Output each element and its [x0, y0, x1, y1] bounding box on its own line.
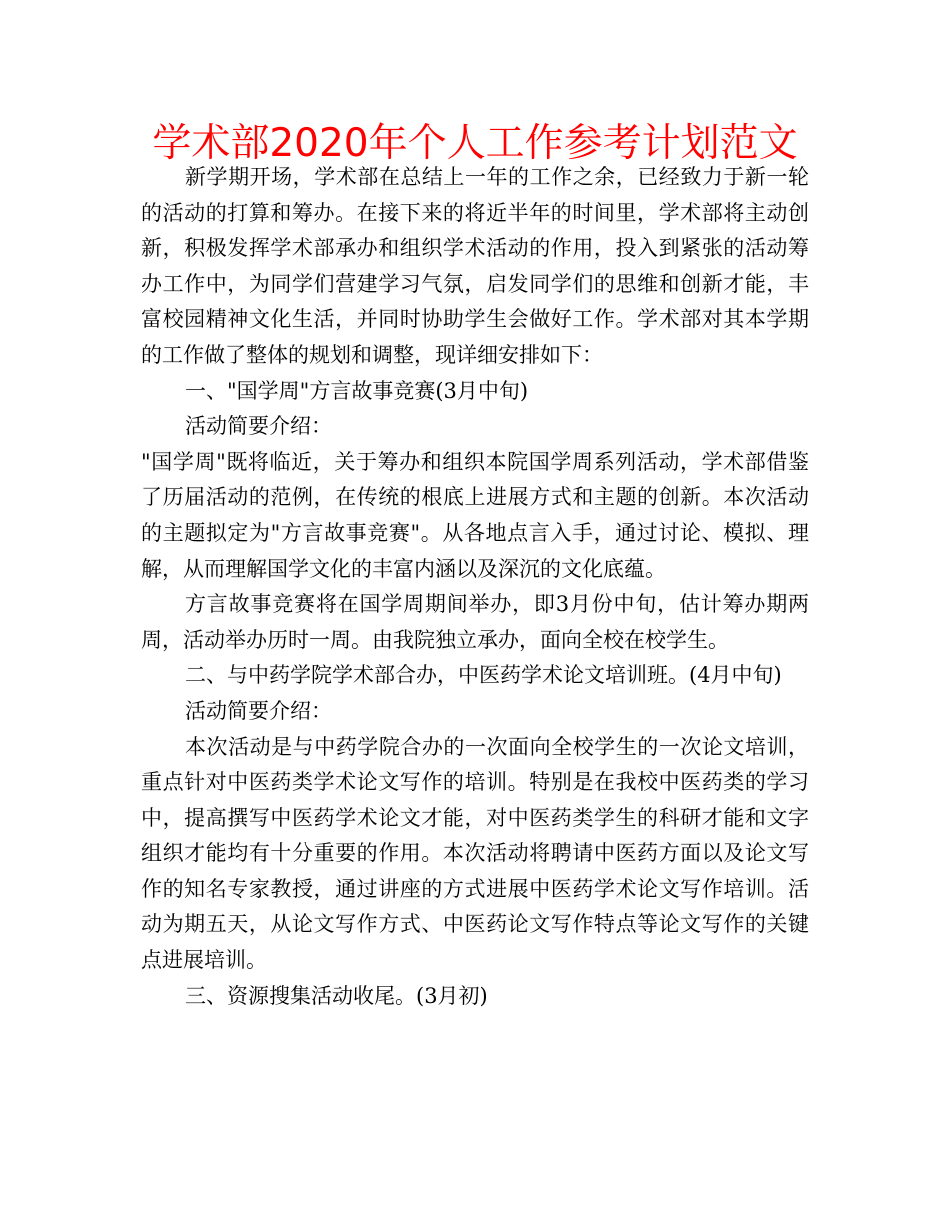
paragraph-intro: 新学期开场，学术部在总结上一年的工作之余，已经致力于新一轮的活动的打算和筹办。在接下来的将近半年的时间里，学术部将主动创新，积极发挥学术部承办和组织学术活动的作用，投入到紧张的活动筹办工作中，为同学们营建学习气氛，启发同学们的思维和创新才能，丰富校园精神文化生活，并同时协助学生会做好工作。学术部对其本学期的工作做了整体的规划和调整，现详细安排如下： [141, 165, 809, 367]
subheading-intro-1: 活动简要介绍： [185, 414, 332, 439]
section-heading-3: 三、资源搜集活动收尾。(3月初) [185, 983, 488, 1008]
paragraph-section-1-description: "国学周"既将临近，关于筹办和组织本院国学周系列活动，学术部借鉴了历届活动的范例，在传统的根底上进展方式和主题的创新。本次活动的主题拟定为"方言故事竞赛"。从各地点言入手，通过讨论、模拟、理解，从而理解国学文化的丰富内涵以及深沉的文化底蕴。 [141, 449, 809, 581]
paragraph-section-2-description: 本次活动是与中药学院合办的一次面向全校学生的一次论文培训，重点针对中医药类学术论文写作的培训。特别是在我校中医药类的学习中，提高撰写中医药学术论文才能，对中医药类学生的科研才能和文字组织才能均有十分重要的作用。本次活动将聘请中医药方面以及论文写作的知名专家教授，通过讲座的方式进展中医药学术论文写作培训。活动为期五天，从论文写作方式、中医药论文写作特点等论文写作的关键点进展培训。 [141, 734, 809, 973]
section-heading-1: 一、"国学周"方言故事竞赛(3月中旬) [185, 378, 529, 403]
document-body [141, 160, 809, 1014]
section-heading-2: 二、与中药学院学术部合办，中医药学术论文培训班。(4月中旬) [185, 663, 782, 688]
subheading-intro-2: 活动简要介绍： [185, 698, 332, 723]
paragraph-section-1-schedule: 方言故事竞赛将在国学周期间举办，即3月份中旬，估计筹办期两周，活动举办历时一周。由我院独立承办，面向全校在校学生。 [141, 592, 809, 652]
document-title: 学术部2020年个人工作参考计划范文 [152, 121, 798, 166]
